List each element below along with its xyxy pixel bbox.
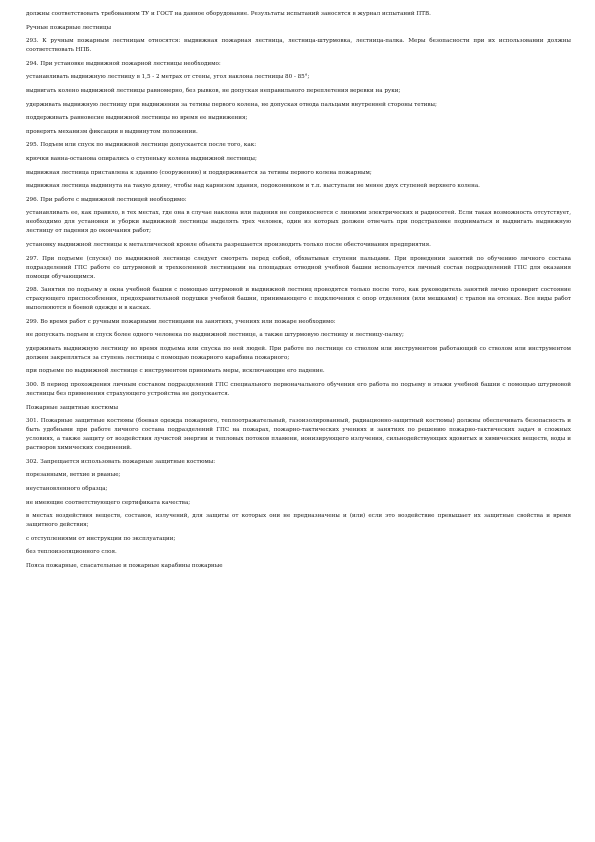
paragraph-302: 302. Запрещается использовать пожарные защитные костюмы: (26, 458, 216, 465)
section-heading-suits: Пожарные защитные костюмы (26, 404, 119, 411)
list-item: удерживать выдвижную лестницу во время подъема или спуска по ней людей. При работе по лестнице со стволом или инструментом работающий со стволом или инструментом должен закрепляться за ступень лестницы с помощью пожарного карабина пожарного; (26, 345, 571, 361)
section-heading-ladders: Ручные пожарные лестницы (26, 24, 112, 31)
paragraph-296: 296. При работе с выдвижной лестницей необходимо: (26, 196, 187, 203)
paragraph-293: 293. К ручным пожарным лестницам относятся: выдвижная пожарная лестница, лестница-штурмовка, лестница-палка. Меры безопасности при их использовании должны соответствовать НПБ. (26, 38, 571, 54)
list-item: проверять механизм фиксации в выдвинутом положении. (26, 128, 198, 135)
paragraph-298: 298. Занятия по подъему в окна учебной башни с помощью штурмовой и выдвижной лестниц проводятся только после того, как руководитель занятий лично проверит состояние страхующего приспособления, предохранительной подушки учебной башни, принимающего с подключения с опор отделения (или мешками) с трапов на отсеках. Все виды работ выполняются в боевой одежде и в касках. (26, 287, 571, 312)
list-item: установку выдвижной лестницы к металлической кровле объекта разрешается производить только после обесточивания предприятия. (26, 241, 431, 248)
list-item: порезанными, ветхие и рваные; (26, 472, 121, 479)
list-item: крючки ванна-останова опирались о ступеньку колена выдвижной лестницы; (26, 155, 257, 162)
paragraph-295: 295. Подъем или спуск по выдвижной лестнице допускается после того, как: (26, 142, 257, 149)
list-item: поддерживать равновесие выдвижной лестницы во время ее выдвижения; (26, 115, 248, 122)
list-item: выдвижная лестница выдвинута на такую длину, чтобы над карнизом здания, подоконником и т.п. выступали не менее двух ступеней верхнего колена. (26, 183, 480, 190)
list-item: выдвигать колено выдвижной лестницы равномерно, без рывков, не допуская неправильного переплетения веревки на руки; (26, 87, 401, 94)
paragraph-294: 294. При установке выдвижной пожарной лестницы необходимо: (26, 60, 221, 67)
list-item: не допускать подъем и спуск более одного человека по выдвижной лестнице, а также штурмовую лестницу и лестницу-палку; (26, 332, 404, 339)
list-item: удерживать выдвижную лестницу при выдвижении за тетивы первого колена, не допуская отвода пальцами внутренней стороны тетивы; (26, 101, 437, 108)
section-heading-belts: Пояса пожарные, спасательные и пожарные карабины пожарные (26, 563, 223, 569)
paragraph-299: 299. Во время работ с ручными пожарными лестницами на занятиях, учениях или пожаре необходимо: (26, 318, 336, 325)
paragraph-301: 301. Пожарные защитные костюмы (боевая одежда пожарного, теплоотражательный, газоизолированный, радиационно-защитный костюмы) должны обеспечивать безопасность и быть удобными при работе личного состава подразделений ГПС на пожарах, пожарно-тактических учениях и занятиях по решению пожарно-тактических задач в сложных условиях, а также защиту от воздействия лучистой энергии и тепловых потоков пламени, ионизирующего излучения, сильнодействующих ядовитых и химических веществ, воды и растворов химических соединений. (26, 418, 571, 452)
list-item: с отступлениями от инструкции по эксплуатации; (26, 535, 176, 542)
paragraph-intro: должны соответствовать требованиям ТУ и ГОСТ на данное оборудование. Результаты испытаний заносятся в журнал испытаний ПТВ. (26, 11, 431, 17)
list-item: неустановленного образца; (26, 486, 108, 493)
list-item: выдвижная лестница приставлена к зданию (сооружению) и поддерживается за тетивы первого колена пожарным; (26, 169, 372, 176)
list-item: в местах воздействия веществ, составов, излучений, для защиты от которых они не предназначены и (или) если это воздействие превышает их защитные свойства и время защитного действия; (26, 513, 571, 529)
paragraph-297: 297. При подъеме (спуске) по выдвижной лестнице следует смотреть перед собой, обхватывая ступени пальцами. При проведении занятий по обучению личного состава подразделений ГПС работе со штурмовой и трехколенной лестницами на площадках отводной учебной башни используется личный состав подразделений ГПС для оказания помощи обучающимся. (26, 255, 571, 280)
list-item: устанавливать ее, как правило, в тех местах, где она в случае наклона или падения не соприкоснется с линиями электрических и радиосетей. Если такая возможность отсутствует, необходимо для установки и уборки выдвижной лестницы выделять трех человек, один из которых должен отвечать при подстраховке подниматься и выдвигать выдвижную лестницу от падения до окончания работ; (26, 210, 571, 235)
list-item: при подъеме по выдвижной лестнице с инструментом принимать меры, исключающие его падение. (26, 368, 325, 375)
list-item: не имеющие соответствующего сертификата качества; (26, 499, 191, 506)
list-item: без теплоизоляционного слоя. (26, 549, 117, 556)
document-page (26, 10, 571, 576)
list-item: устанавливать выдвижную лестницу в 1,5 - 2 метрах от стены, угол наклона лестницы 80 - 85°; (26, 74, 310, 81)
paragraph-300: 300. В период прохождения личным составом подразделений ГПС специального первоначального обучения его работа по подъему в этажи учебной башни с помощью штурмовой лестницы без применения страхующего устройства не допускается. (26, 382, 571, 398)
